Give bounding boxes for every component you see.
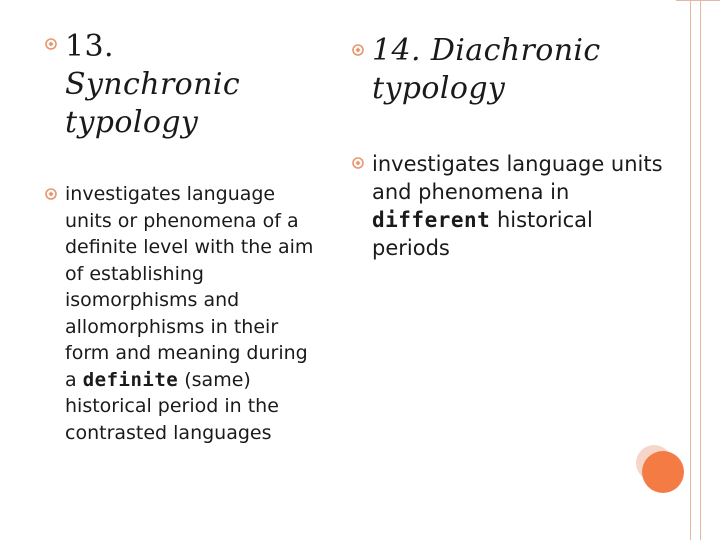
right-body-text xyxy=(372,150,672,262)
left-body-before: investigates language units or phenomena of a definite level with the aim of establishing isomorphisms and allomorphisms in their form and meaning during a xyxy=(65,183,314,391)
left-body-text xyxy=(65,181,325,446)
diamond-bullet-icon xyxy=(45,38,57,50)
right-body-emphasis: different xyxy=(372,208,491,232)
left-heading xyxy=(65,28,305,142)
right-heading: 14. Diachronic typology xyxy=(372,33,601,106)
frame-line-right xyxy=(700,0,701,540)
right-body-after: historical periods xyxy=(372,208,593,260)
left-body-emphasis: definite xyxy=(82,368,179,391)
frame-top-line xyxy=(676,0,720,1)
diamond-bullet-icon xyxy=(352,157,364,169)
right-body-before: investigates language units and phenomena in xyxy=(372,152,663,204)
left-heading-title: Synchronic typology xyxy=(65,67,241,140)
left-heading-number: 13. xyxy=(65,29,114,64)
decorative-circle-icon xyxy=(642,451,684,493)
diamond-bullet-icon xyxy=(352,44,364,56)
left-body-after: (same) historical period in the contrasted languages xyxy=(65,368,279,444)
diamond-bullet-icon xyxy=(45,188,57,200)
